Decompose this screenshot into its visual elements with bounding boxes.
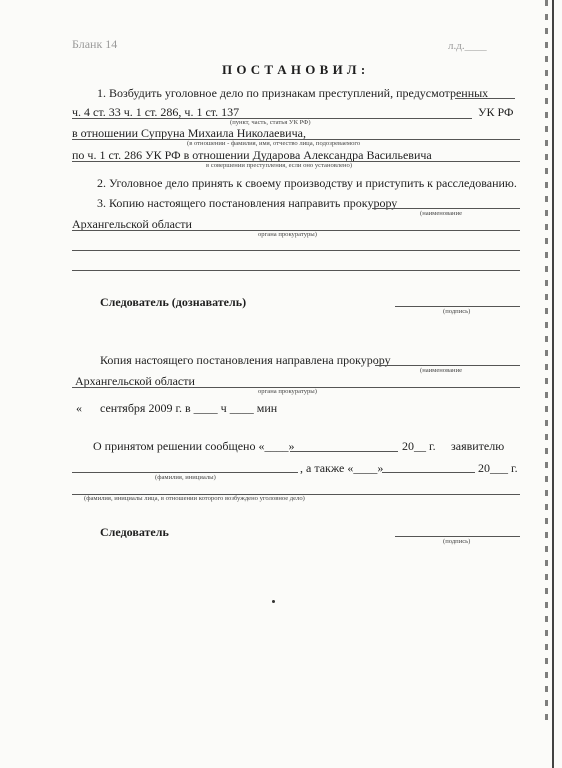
p1-lead-line [455, 98, 515, 99]
decision-also-text: , а также «____» [300, 461, 384, 475]
p3-name-caption: (наименование [420, 210, 463, 217]
signature2-label: Следователь [100, 525, 169, 539]
copy-organ-caption: органа прокуратуры) [258, 388, 317, 395]
decision-applicant-line [72, 472, 298, 473]
scan-edge-shadow [552, 0, 554, 768]
p3-recipient-line [372, 208, 520, 209]
copy-date-text: сентября 2009 г. в ____ ч ____ мин [100, 401, 278, 415]
p2-text: 2. Уголовное дело принять к своему производству и приступить к расследованию. [97, 176, 517, 190]
signature1-label: Следователь (дознаватель) [100, 295, 247, 309]
p1-lead-text: 1. Возбудить уголовное дело по признакам преступлений, предусмотренных [97, 86, 489, 100]
p3-value: Архангельской области [72, 217, 192, 231]
decision-recipient-label: заявителю [451, 439, 505, 453]
scan-edge-perforation [545, 0, 548, 720]
decision-lead-text: О принятом решении сообщено «____» [93, 439, 295, 453]
copy-lead-text: Копия настоящего постановления направлена прокурору [100, 353, 391, 367]
signature1-caption: (подпись) [443, 308, 471, 315]
decision-person-caption: (фамилия, инициалы лица, в отношении которого возбуждено уголовное дело) [84, 495, 305, 502]
decision-date-line [290, 451, 398, 452]
p1-uk-rf-label: УК РФ [478, 105, 514, 119]
document-title: П О С Т А Н О В И Л : [222, 62, 366, 77]
p3-lead-text: 3. Копию настоящего постановления направить прокурору [97, 196, 398, 210]
p1-person-value: в отношении Супруна Михаила Николаевича, [72, 126, 306, 140]
signature1-line [395, 306, 520, 307]
p1-articles-value: ч. 4 ст. 33 ч. 1 ст. 286, ч. 1 ст. 137 [72, 105, 240, 119]
p1-articles-caption: (пункт, часть, статья УК РФ) [230, 119, 311, 126]
page-number-label: л.д.____ [448, 40, 487, 52]
form-label: Бланк 14 [72, 37, 118, 51]
copy-recipient-line [375, 365, 520, 366]
copy-name-caption: (наименование [420, 367, 463, 374]
p3-blank-line-2 [72, 270, 520, 271]
p1-person2-caption: в совершении преступления, если оно установлено) [206, 162, 353, 169]
p1-person2-value: по ч. 1 ст. 286 УК РФ в отношении Дударова Александра Васильевича [72, 148, 432, 162]
p3-blank-line-1 [72, 250, 520, 251]
decision-date2-line [382, 472, 475, 473]
decision-year: 20__ г. [402, 439, 436, 453]
decision-fio-caption: (фамилия, инициалы) [155, 474, 216, 481]
signature2-line [395, 536, 520, 537]
copy-date-open-quote: « [76, 401, 82, 415]
copy-value: Архангельской области [75, 374, 195, 388]
decision-year2: 20___ г. [478, 461, 518, 475]
signature2-caption: (подпись) [443, 538, 471, 545]
scan-dot [272, 600, 275, 603]
p1-person-caption: (в отношении - фамилия, имя, отчество лица, подозреваемого [187, 140, 361, 147]
p3-organ-caption: органа прокуратуры) [258, 231, 317, 238]
